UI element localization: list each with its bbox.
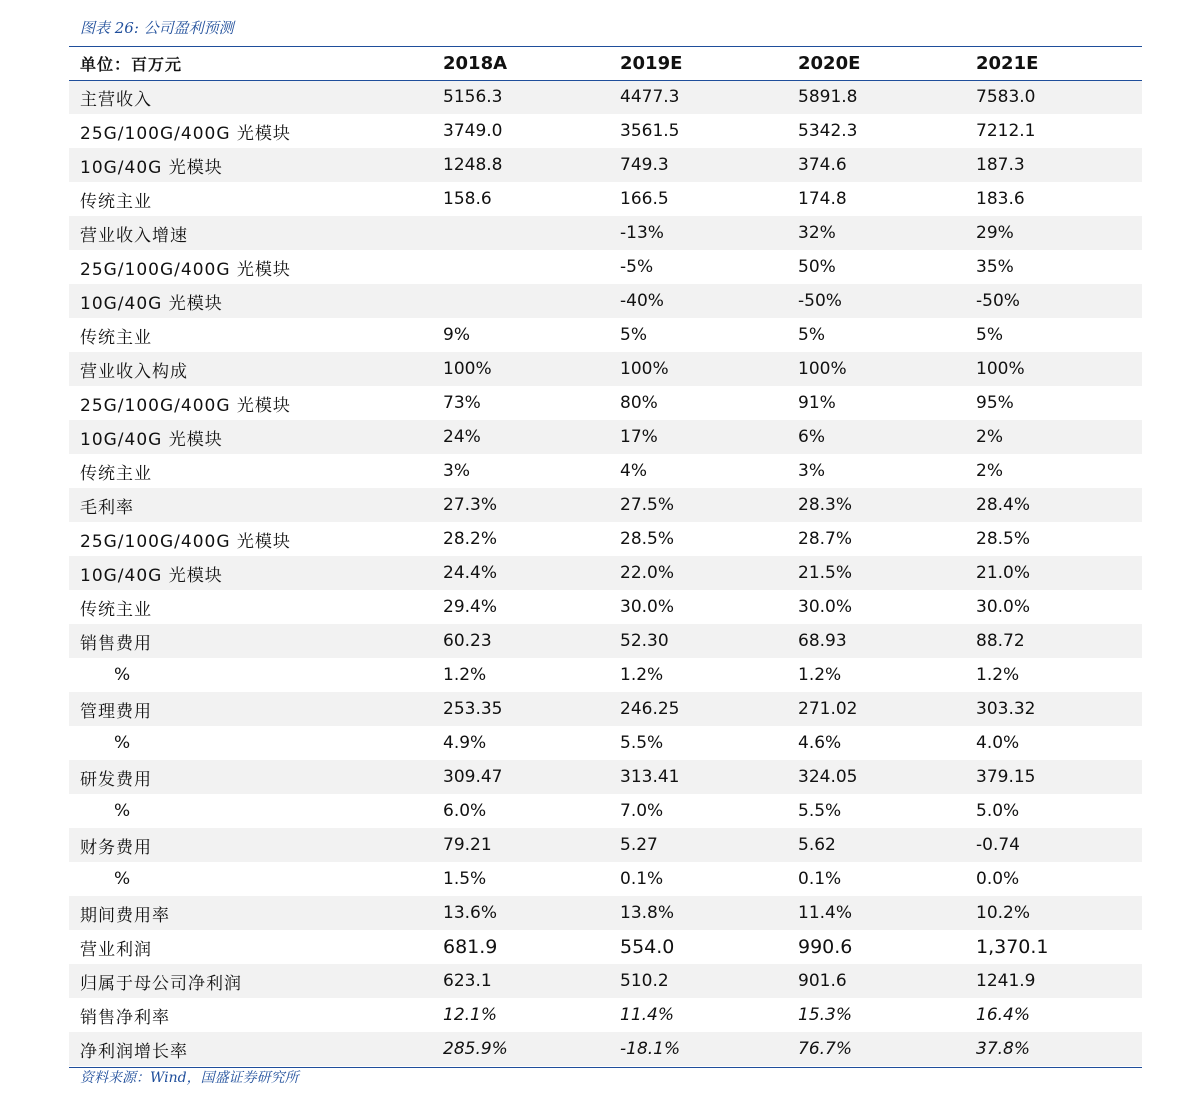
row-value-2019e: 13.8% [620, 896, 798, 930]
row-value-2020e: 91% [798, 393, 836, 413]
table-row [69, 624, 1142, 658]
row-label: 研发费用 [69, 760, 443, 794]
row-value-2019e: 246.25 [620, 692, 798, 726]
table-row [69, 420, 1142, 454]
row-value-2021e: 88.72 [976, 624, 1142, 658]
row-value-2019e: 52.30 [620, 624, 798, 658]
row-value-2019e: -18.1% [620, 1032, 798, 1066]
row-value-2020e: 68.93 [798, 624, 976, 658]
header-unit: 单位：百万元 [69, 47, 443, 80]
row-value-2021e: 5% [976, 325, 1003, 345]
table-row [69, 114, 1142, 148]
row-value-2018a: 3% [443, 461, 470, 481]
row-value-2020e: 76.7% [798, 1032, 976, 1066]
table-row [69, 590, 1142, 624]
table-row [69, 896, 1142, 930]
row-value-2020e: 50% [798, 257, 836, 277]
row-value-2018a: 5156.3 [443, 80, 620, 114]
table-row [69, 488, 1142, 522]
row-value-2020e: 990.6 [798, 936, 853, 958]
row-value-2021e: 7583.0 [976, 80, 1142, 114]
row-label: 营业收入构成 [69, 352, 443, 386]
row-label: % [114, 665, 132, 685]
row-label: 财务费用 [69, 828, 443, 862]
row-value-2021e: 1241.9 [976, 964, 1142, 998]
header-2018a: 2018A [443, 47, 620, 80]
row-value-2021e: 35% [976, 257, 1014, 277]
row-value-2018a: 24% [443, 420, 620, 454]
row-value-2020e: 3% [798, 461, 825, 481]
row-value-2019e: 510.2 [620, 964, 798, 998]
row-label: 净利润增长率 [69, 1032, 443, 1066]
row-value-2019e: 4477.3 [620, 80, 798, 114]
table-row [69, 556, 1142, 590]
table-row [69, 522, 1142, 556]
row-value-2021e: 2% [976, 420, 1142, 454]
row-value-2018a [443, 250, 620, 284]
row-value-2019e: 22.0% [620, 556, 798, 590]
row-value-2021e: 21.0% [976, 556, 1142, 590]
row-label: 营业收入增速 [69, 216, 443, 250]
row-value-2020e: 6% [798, 420, 976, 454]
row-value-2021e: 0.0% [976, 869, 1020, 889]
row-value-2021e: -50% [976, 284, 1142, 318]
row-label: 营业利润 [80, 939, 152, 960]
row-label: 传统主业 [80, 327, 152, 348]
figure-caption: 图表 26: 公司盈利预测 [80, 19, 234, 37]
row-label: 毛利率 [69, 488, 443, 522]
row-label: 销售净利率 [80, 1007, 170, 1028]
row-value-2021e: 183.6 [976, 189, 1025, 209]
row-label: 25G/100G/400G 光模块 [80, 123, 291, 144]
row-value-2020e: 21.5% [798, 556, 976, 590]
header-2020e: 2020E [798, 47, 976, 80]
table-row [69, 692, 1142, 726]
row-value-2020e: 15.3% [798, 1005, 853, 1025]
row-value-2021e: 379.15 [976, 760, 1142, 794]
row-label: % [114, 801, 132, 821]
row-label: 期间费用率 [69, 896, 443, 930]
row-label: 10G/40G 光模块 [69, 148, 443, 182]
row-value-2018a: 28.2% [443, 529, 498, 549]
row-value-2021e: -0.74 [976, 828, 1142, 862]
row-value-2018a: 27.3% [443, 488, 620, 522]
row-label: 主营收入 [69, 80, 443, 114]
row-value-2020e: 174.8 [798, 189, 847, 209]
row-value-2021e: 95% [976, 393, 1014, 413]
row-value-2020e: -50% [798, 284, 976, 318]
row-value-2018a: 1.2% [443, 665, 487, 685]
table-row [69, 182, 1142, 216]
row-value-2019e: 1.2% [620, 665, 664, 685]
row-value-2019e: 749.3 [620, 148, 798, 182]
row-value-2021e: 16.4% [976, 1005, 1031, 1025]
row-value-2020e: 28.3% [798, 488, 976, 522]
row-value-2019e: 100% [620, 352, 798, 386]
row-value-2021e: 10.2% [976, 896, 1142, 930]
row-label: 销售费用 [69, 624, 443, 658]
row-value-2020e: 4.6% [798, 733, 842, 753]
source-note: 资料来源：Wind，国盛证券研究所 [80, 1070, 299, 1086]
row-value-2020e: 11.4% [798, 896, 976, 930]
row-value-2021e: 28.5% [976, 529, 1031, 549]
row-label: 10G/40G 光模块 [69, 420, 443, 454]
row-value-2021e: 1,370.1 [976, 936, 1049, 958]
table-row [69, 148, 1142, 182]
row-label: 传统主业 [80, 599, 152, 620]
row-value-2020e: 5891.8 [798, 80, 976, 114]
row-value-2019e: 7.0% [620, 801, 664, 821]
row-value-2019e: -40% [620, 284, 798, 318]
row-value-2020e: 30.0% [798, 597, 853, 617]
row-value-2020e: 1.2% [798, 665, 842, 685]
row-label: 10G/40G 光模块 [69, 284, 443, 318]
row-value-2021e: 29% [976, 216, 1142, 250]
table-row [69, 998, 1142, 1032]
table-header-row [69, 47, 1142, 80]
row-label: 10G/40G 光模块 [69, 556, 443, 590]
row-value-2020e: 0.1% [798, 869, 842, 889]
row-value-2018a: 1248.8 [443, 148, 620, 182]
row-value-2021e: 28.4% [976, 488, 1142, 522]
row-value-2021e: 303.32 [976, 692, 1142, 726]
row-value-2018a: 24.4% [443, 556, 620, 590]
table-row [69, 658, 1142, 692]
row-value-2021e: 4.0% [976, 733, 1020, 753]
table-row [69, 1032, 1142, 1066]
row-value-2018a: 158.6 [443, 189, 492, 209]
row-value-2021e: 5.0% [976, 801, 1020, 821]
table-row [69, 454, 1142, 488]
header-2021e: 2021E [976, 47, 1142, 80]
row-label: 25G/100G/400G 光模块 [80, 395, 291, 416]
row-label: % [114, 869, 132, 889]
row-value-2020e: 100% [798, 352, 976, 386]
row-value-2018a: 60.23 [443, 624, 620, 658]
row-value-2018a [443, 284, 620, 318]
table-row [69, 284, 1142, 318]
table-row [69, 250, 1142, 284]
row-value-2020e: 901.6 [798, 964, 976, 998]
row-value-2018a: 253.35 [443, 692, 620, 726]
row-value-2019e: -13% [620, 216, 798, 250]
table-row [69, 862, 1142, 896]
row-value-2018a: 73% [443, 393, 481, 413]
row-value-2019e: 27.5% [620, 488, 798, 522]
table-row [69, 760, 1142, 794]
row-value-2020e: 5.62 [798, 828, 976, 862]
row-value-2021e: 37.8% [976, 1032, 1142, 1066]
row-value-2020e: 5.5% [798, 801, 842, 821]
row-label: % [114, 733, 132, 753]
row-value-2019e: 30.0% [620, 597, 675, 617]
forecast-table-container [69, 47, 1142, 1066]
row-value-2019e: 554.0 [620, 936, 675, 958]
row-value-2019e: 28.5% [620, 529, 675, 549]
row-value-2019e: 5% [620, 325, 647, 345]
row-value-2019e: 17% [620, 420, 798, 454]
row-value-2020e: 324.05 [798, 760, 976, 794]
row-value-2018a: 13.6% [443, 896, 620, 930]
table-row [69, 352, 1142, 386]
row-value-2018a: 100% [443, 352, 620, 386]
row-value-2018a: 1.5% [443, 869, 487, 889]
row-value-2020e: 32% [798, 216, 976, 250]
row-value-2021e: 1.2% [976, 665, 1020, 685]
row-value-2020e: 374.6 [798, 148, 976, 182]
table-row [69, 318, 1142, 352]
row-value-2019e: 313.41 [620, 760, 798, 794]
row-value-2019e: 0.1% [620, 869, 664, 889]
table-row [69, 930, 1142, 964]
row-label: 归属于母公司净利润 [69, 964, 443, 998]
row-value-2018a: 309.47 [443, 760, 620, 794]
row-value-2018a: 681.9 [443, 936, 498, 958]
row-value-2018a: 6.0% [443, 801, 487, 821]
row-value-2019e: 5.27 [620, 828, 798, 862]
row-value-2018a: 79.21 [443, 828, 620, 862]
row-value-2021e: 2% [976, 461, 1003, 481]
row-label: 传统主业 [80, 191, 152, 212]
row-value-2019e: -5% [620, 257, 654, 277]
row-label: 25G/100G/400G 光模块 [80, 259, 291, 280]
table-row [69, 216, 1142, 250]
table-row [69, 80, 1142, 114]
row-value-2018a [443, 216, 620, 250]
table-row [69, 828, 1142, 862]
table-row [69, 964, 1142, 998]
row-value-2018a: 285.9% [443, 1032, 620, 1066]
row-value-2021e: 7212.1 [976, 121, 1036, 141]
row-value-2018a: 4.9% [443, 733, 487, 753]
table-row [69, 386, 1142, 420]
earnings-forecast-table [69, 47, 1142, 1066]
row-label: 传统主业 [80, 463, 152, 484]
table-row [69, 794, 1142, 828]
table-body [69, 80, 1142, 1066]
row-value-2020e: 28.7% [798, 529, 853, 549]
row-value-2020e: 271.02 [798, 692, 976, 726]
row-value-2019e: 4% [620, 461, 647, 481]
row-label: 管理费用 [69, 692, 443, 726]
row-value-2021e: 30.0% [976, 597, 1031, 617]
row-value-2018a: 9% [443, 325, 470, 345]
header-2019e: 2019E [620, 47, 798, 80]
row-value-2019e: 3561.5 [620, 121, 680, 141]
row-value-2018a: 623.1 [443, 964, 620, 998]
row-value-2021e: 187.3 [976, 148, 1142, 182]
row-value-2019e: 166.5 [620, 189, 669, 209]
row-value-2021e: 100% [976, 352, 1142, 386]
row-value-2019e: 5.5% [620, 733, 664, 753]
row-value-2018a: 12.1% [443, 1005, 498, 1025]
row-value-2018a: 29.4% [443, 597, 498, 617]
row-value-2018a: 3749.0 [443, 121, 503, 141]
row-value-2019e: 80% [620, 393, 658, 413]
row-value-2020e: 5342.3 [798, 121, 858, 141]
row-label: 25G/100G/400G 光模块 [80, 531, 291, 552]
table-row [69, 726, 1142, 760]
row-value-2020e: 5% [798, 325, 825, 345]
row-value-2019e: 11.4% [620, 1005, 675, 1025]
